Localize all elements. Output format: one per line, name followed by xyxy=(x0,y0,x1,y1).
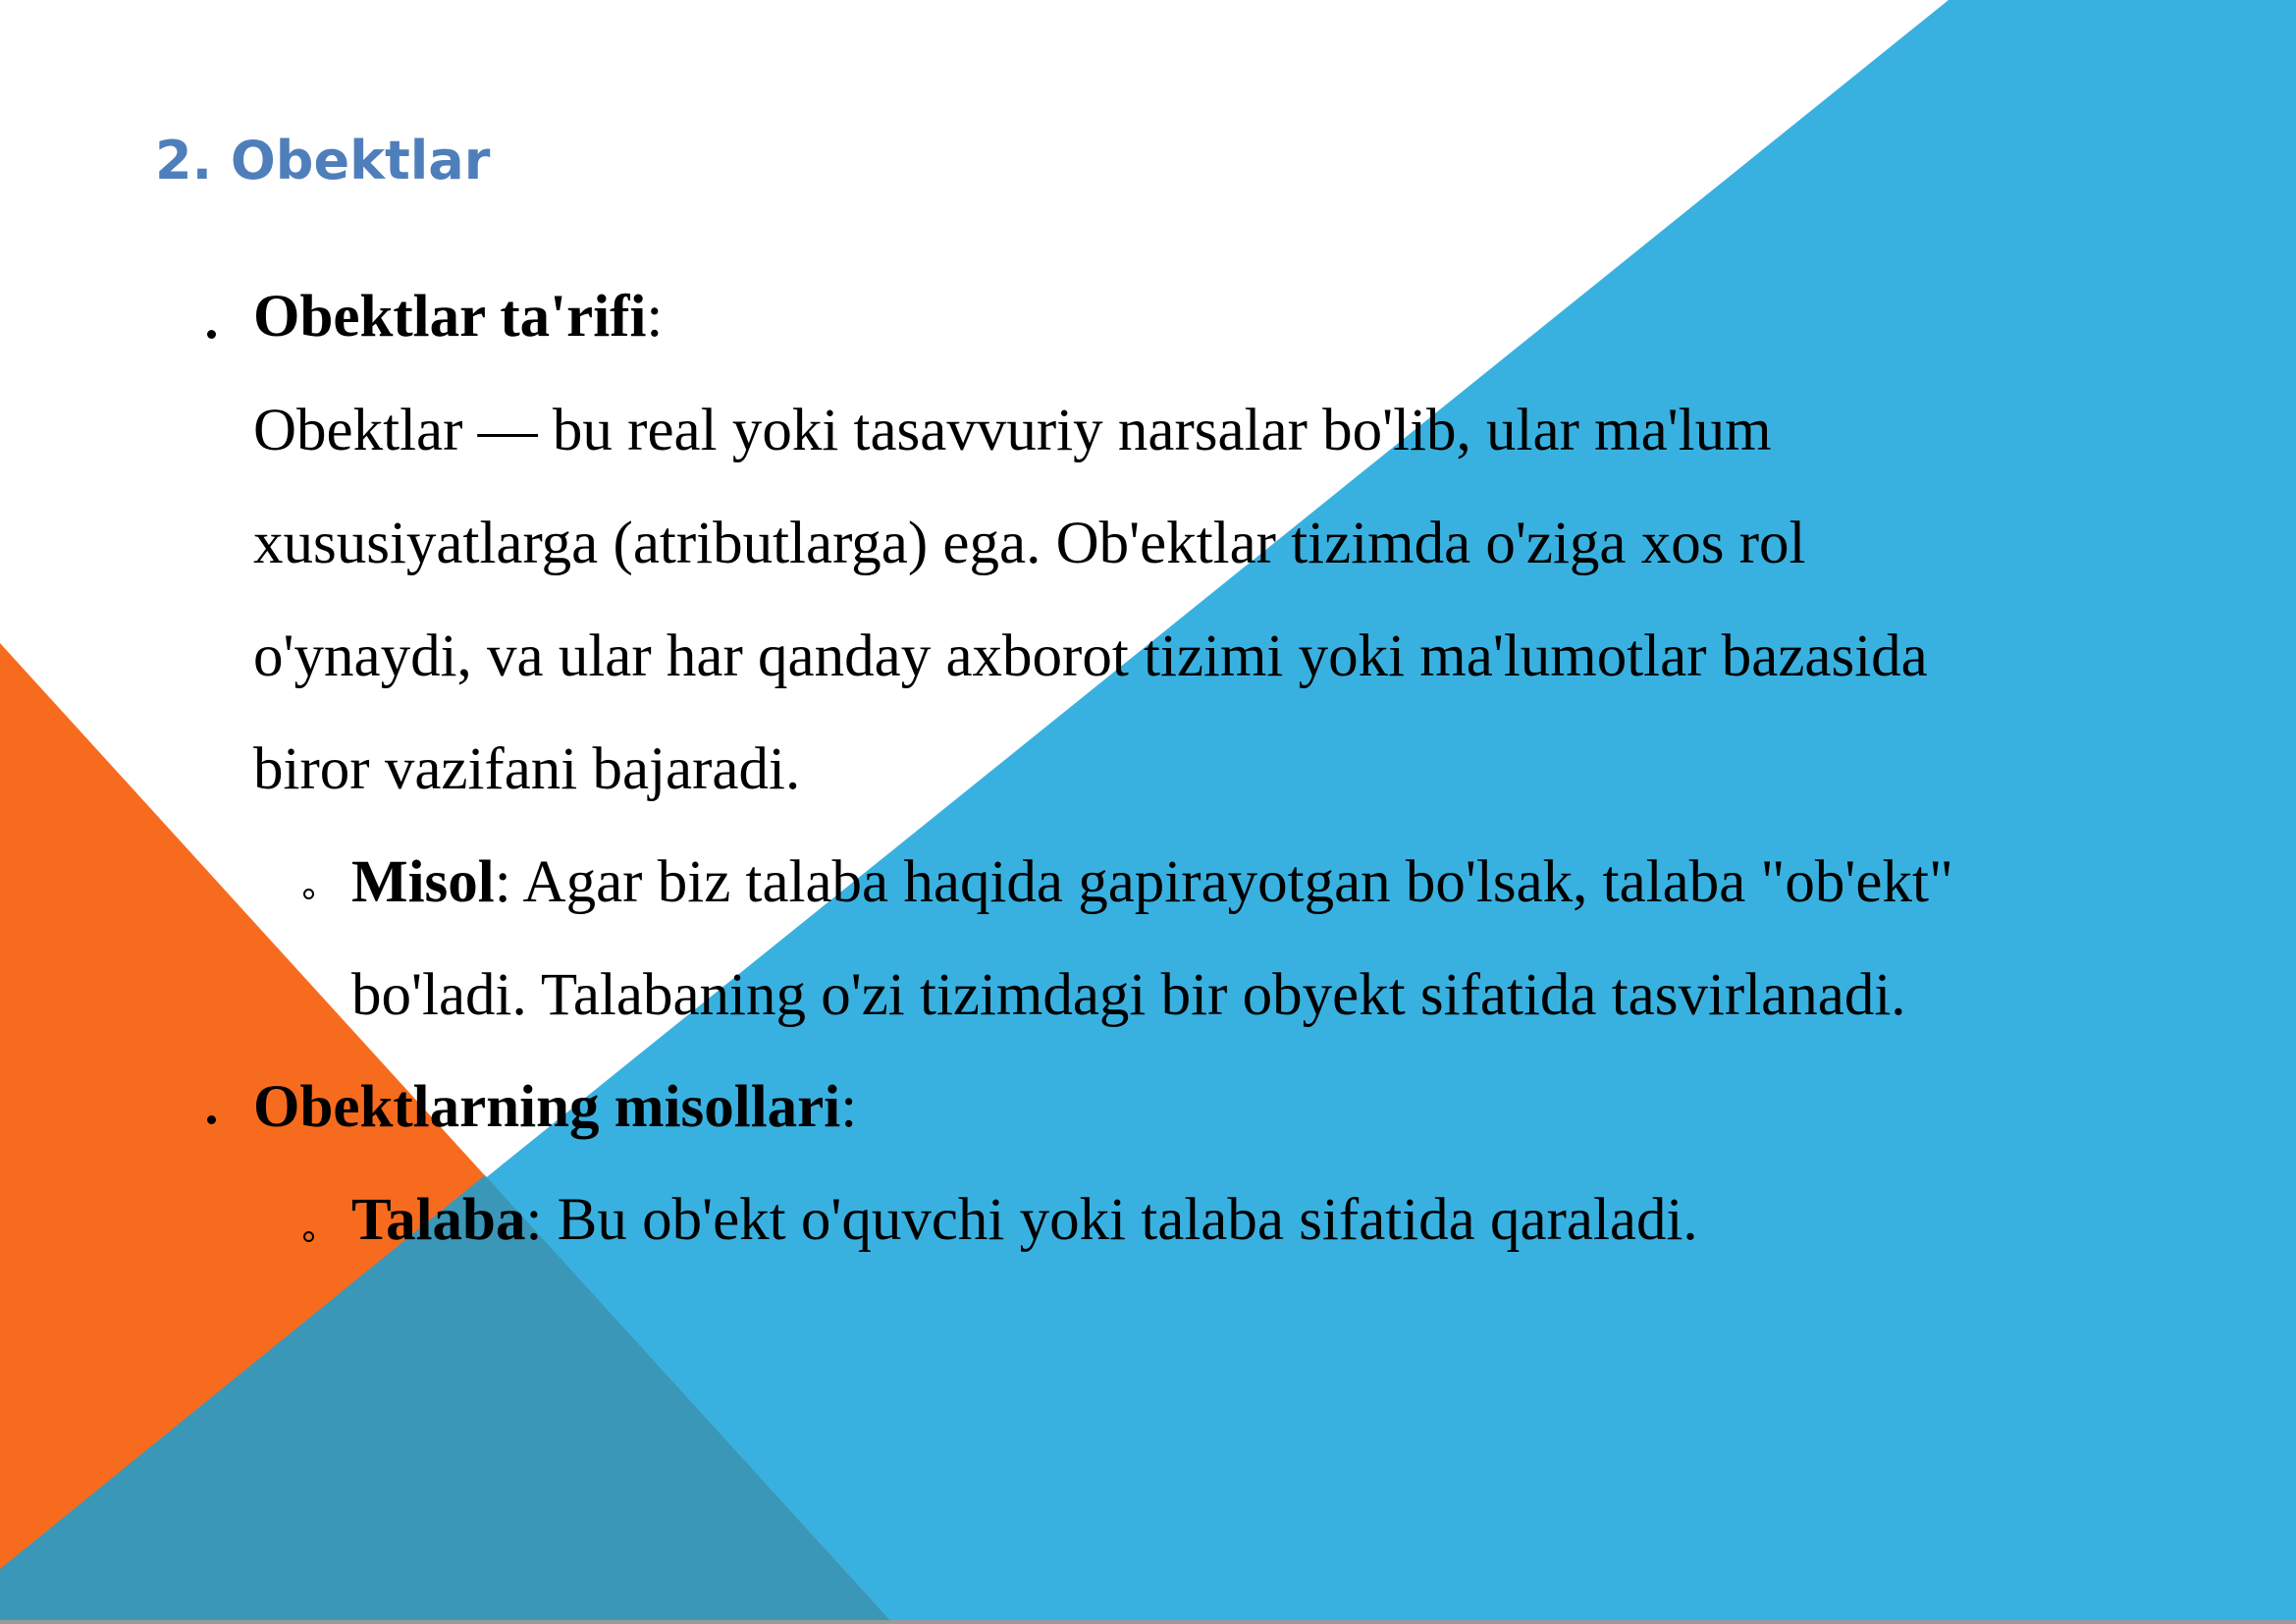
page-title: 2. Obektlar xyxy=(155,130,491,191)
paragraph-line: xususiyatlarga (atributlarga) ega. Ob'ektlar tizimda o'ziga xos rol xyxy=(253,511,1806,576)
subitem-text: : Bu ob'ekt o'quvchi yoki talaba sifatida qaraladi. xyxy=(525,1187,1698,1253)
circle-bullet-icon xyxy=(303,1231,314,1242)
paragraph-line: biror vazifani bajaradi. xyxy=(253,736,801,802)
section-title-line xyxy=(253,1074,858,1140)
section-title-colon: : xyxy=(840,1074,858,1140)
section-title-line xyxy=(253,284,664,350)
subitem-label: Talaba xyxy=(351,1187,526,1253)
disc-bullet-icon xyxy=(207,1115,216,1124)
subitem-line xyxy=(351,1187,1698,1253)
section-title: Obektlar ta'rifi xyxy=(253,284,647,350)
disc-bullet-icon xyxy=(207,330,216,339)
subitem-continuation: bo'ladi. Talabaning o'zi tizimdagi bir obyekt sifatida tasvirlanadi. xyxy=(351,962,1906,1028)
subitem-line xyxy=(351,849,1953,915)
bottom-divider xyxy=(0,1620,2296,1624)
section-title-colon: : xyxy=(646,284,664,350)
circle-bullet-icon xyxy=(303,889,314,899)
subitem-label: Misol xyxy=(351,849,495,915)
paragraph-line: Obektlar — bu real yoki tasavvuriy narsalar bo'lib, ular ma'lum xyxy=(253,398,1772,463)
section-title: Obektlarning misollari xyxy=(253,1074,841,1140)
subitem-text: : Agar biz talaba haqida gapirayotgan bo'lsak, talaba "ob'ekt" xyxy=(494,849,1953,915)
paragraph-line: o'ynaydi, va ular har qanday axborot tizimi yoki ma'lumotlar bazasida xyxy=(253,623,1928,689)
